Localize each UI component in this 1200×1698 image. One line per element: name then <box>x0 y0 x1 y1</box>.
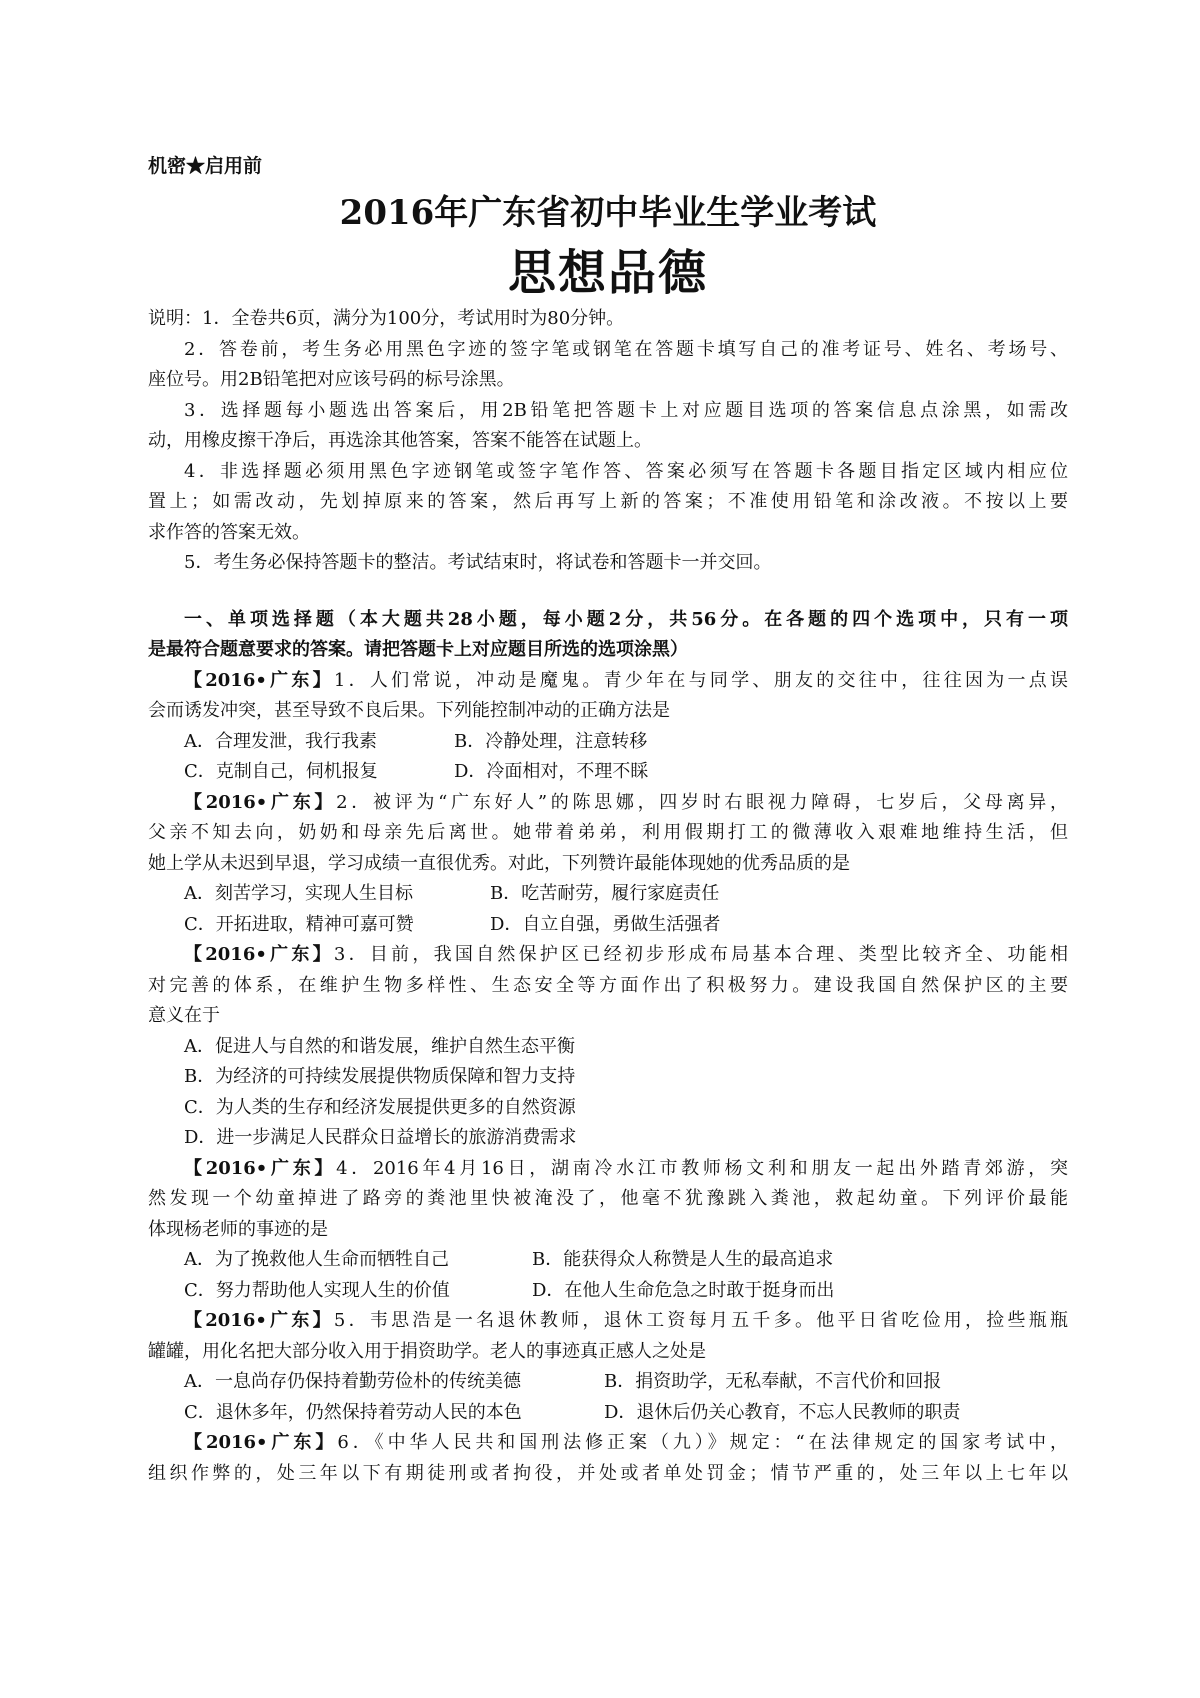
confidential-mark: 机密★启用前 <box>148 155 263 177</box>
instruction-1: 说明：1．全卷共6页，满分为100分，考试用时为80分钟。 <box>148 308 625 329</box>
options-row <box>148 727 1068 758</box>
question-1 <box>148 666 1068 788</box>
exam-title: 2016年广东省初中毕业生学业考试 <box>339 193 877 233</box>
instruction-3-line-1: 3．选择题每小题选出答案后，用2B铅笔把答题卡上对应题目选项的答案信息点涂黑，如需改 <box>184 399 1068 421</box>
option-a: A．刻苦学习，实现人生目标 <box>184 883 413 904</box>
question-3 <box>148 940 1068 1154</box>
question-stem-line: 会而诱发冲突，甚至导致不良后果。下列能控制冲动的正确方法是 <box>148 700 670 721</box>
question-source-tag: 【2016•广东】 <box>184 1310 334 1331</box>
question-stem-line <box>148 1306 1068 1337</box>
options-row <box>148 910 1068 941</box>
question-stem-line: 组织作弊的，处三年以下有期徒刑或者拘役，并处或者单处罚金；情节严重的，处三年以上七年以 <box>148 1462 1068 1484</box>
question-source-tag: 【2016•广东】 <box>184 1157 337 1179</box>
question-text: 2．被评为“广东好人”的陈思娜，四岁时右眼视力障碍，七岁后，父母离异， <box>336 791 1068 813</box>
question-source-tag: 【2016•广东】 <box>184 669 334 691</box>
option-c: C．克制自己，伺机报复 <box>184 761 378 782</box>
instruction-4-line-3: 求作答的答案无效。 <box>148 521 310 543</box>
question-source-tag: 【2016•广东】 <box>184 944 334 965</box>
option-d: D．进一步满足人民群众日益增长的旅游消费需求 <box>184 1127 577 1148</box>
question-stem-line <box>148 788 1068 819</box>
question-text: 5．韦思浩是一名退休教师，退休工资每月五千多。他平日省吃俭用，捡些瓶瓶 <box>333 1310 1068 1331</box>
option-a: A．促进人与自然的和谐发展，维护自然生态平衡 <box>184 1035 575 1057</box>
question-stem-line: 意义在于 <box>148 1005 220 1026</box>
question-text: 1．人们常说，冲动是魔鬼。青少年在与同学、朋友的交往中，往往因为一点误 <box>333 669 1068 691</box>
question-stem-line <box>148 1154 1068 1185</box>
question-stem-line: 体现杨老师的事迹的是 <box>148 1218 328 1240</box>
question-6 <box>148 1428 1068 1489</box>
options-row <box>148 757 1068 788</box>
question-source-tag: 【2016•广东】 <box>184 791 337 813</box>
question-5 <box>148 1306 1068 1428</box>
instruction-2-line-1: 2．答卷前，考生务必用黑色字迹的签字笔或钢笔在答题卡填写自己的准考证号、姓名、考场号、 <box>184 338 1068 360</box>
options-row <box>148 1276 1068 1307</box>
question-source-tag: 【2016•广东】 <box>184 1432 338 1453</box>
instruction-4-line-2: 置上；如需改动，先划掉原来的答案，然后再写上新的答案；不准使用铅笔和涂改液。不按以上要 <box>148 491 1068 512</box>
question-stem-line: 对完善的体系，在维护生物多样性、生态安全等方面作出了积极努力。建设我国自然保护区的主要 <box>148 974 1068 996</box>
question-stem-line <box>148 666 1068 697</box>
options-row <box>148 1245 1068 1276</box>
option-b: B．捐资助学，无私奉献，不言代价和回报 <box>604 1371 942 1392</box>
option-a: A．一息尚存仍保持着勤劳俭朴的传统美德 <box>184 1371 521 1392</box>
instruction-5: 5．考生务必保持答题卡的整洁。考试结束时，将试卷和答题卡一并交回。 <box>184 552 772 573</box>
question-text: 3．目前，我国自然保护区已经初步形成布局基本合理、类型比较齐全、功能相 <box>333 944 1068 965</box>
option-d: D．在他人生命危急之时敢于挺身而出 <box>532 1279 835 1301</box>
option-a: A．为了挽救他人生命而牺牲自己 <box>184 1249 449 1270</box>
question-stem-line: 父亲不知去向，奶奶和母亲先后离世。她带着弟弟，利用假期打工的微薄收入艰难地维持生活，但 <box>148 822 1068 843</box>
exam-page <box>148 150 1068 1489</box>
options-row <box>148 1367 1068 1398</box>
question-stem-line <box>148 940 1068 971</box>
question-text: 4．2016年4月16日，湖南冷水江市教师杨文利和朋友一起出外踏青郊游，突 <box>336 1157 1068 1179</box>
instruction-4-line-1: 4．非选择题必须用黑色字迹钢笔或签字笔作答、答案必须写在答题卡各题目指定区域内相应位 <box>184 460 1068 482</box>
instruction-2-line-2: 座位号。用2B铅笔把对应该号码的标号涂黑。 <box>148 369 515 390</box>
question-stem-line: 她上学从未迟到早退，学习成绩一直很优秀。对此，下列赞许最能体现她的优秀品质的是 <box>148 852 850 874</box>
subject-title: 思想品德 <box>507 245 708 301</box>
question-stem-line: 然发现一个幼童掉进了路旁的粪池里快被淹没了，他毫不犹豫跳入粪池，救起幼童。下列评价最能 <box>148 1188 1068 1209</box>
option-d: D．自立自强，勇做生活强者 <box>490 913 721 935</box>
instruction-3-line-2: 动，用橡皮擦干净后，再选涂其他答案，答案不能答在试题上。 <box>148 430 652 451</box>
option-c: C．努力帮助他人实现人生的价值 <box>184 1279 450 1301</box>
option-a: A．合理发泄，我行我素 <box>184 730 377 752</box>
options-row <box>148 879 1068 910</box>
option-c: C．退休多年，仍然保持着劳动人民的本色 <box>184 1401 522 1423</box>
option-b: B．为经济的可持续发展提供物质保障和智力支持 <box>184 1066 576 1087</box>
options-row <box>148 1398 1068 1429</box>
option-b: B．冷静处理，注意转移 <box>454 730 648 752</box>
option-b: B．能获得众人称赞是人生的最高追求 <box>532 1249 834 1270</box>
question-4 <box>148 1154 1068 1307</box>
question-2 <box>148 788 1068 941</box>
section-heading <box>148 605 1068 666</box>
option-d: D．冷面相对，不理不睬 <box>454 761 649 782</box>
instructions <box>148 304 1068 579</box>
option-b: B．吃苦耐劳，履行家庭责任 <box>490 883 720 904</box>
section-heading-line-2: 是最符合题意要求的答案。请把答题卡上对应题目所选的选项涂黑） <box>148 639 688 660</box>
option-c: C．开拓进取，精神可嘉可赞 <box>184 913 414 935</box>
section-heading-line-1: 一、单项选择题（本大题共28小题，每小题2分，共56分。在各题的四个选项中，只有一项 <box>184 608 1068 630</box>
option-d: D．退休后仍关心教育，不忘人民教师的职责 <box>604 1401 961 1423</box>
question-stem-line <box>148 1428 1068 1459</box>
option-c: C．为人类的生存和经济发展提供更多的自然资源 <box>184 1096 576 1118</box>
question-text: 6．《中华人民共和国刑法修正案（九）》规定：“在法律规定的国家考试中， <box>337 1432 1068 1453</box>
question-stem-line: 罐罐，用化名把大部分收入用于捐资助学。老人的事迹真正感人之处是 <box>148 1340 706 1362</box>
